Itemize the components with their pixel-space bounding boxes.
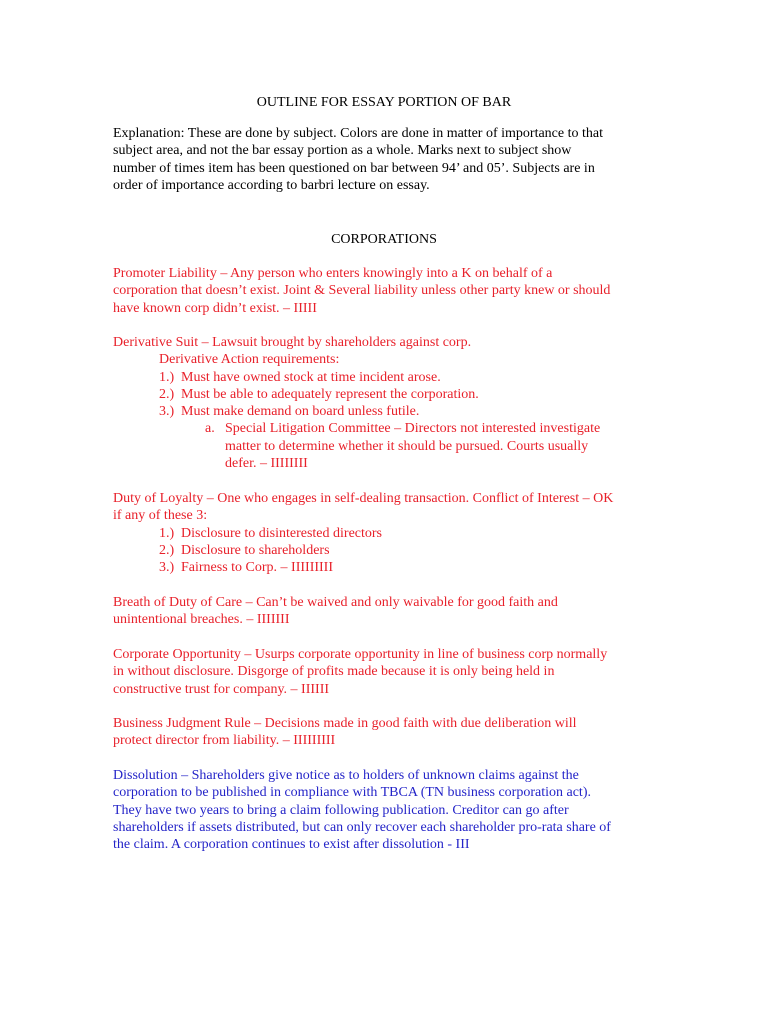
list-item <box>113 559 658 576</box>
paragraph-line: if any of these 3: <box>113 508 208 524</box>
paragraph-line: Duty of Loyalty – One who engages in self-dealing transaction. Conflict of Interest – OK <box>113 491 614 506</box>
list-item <box>113 542 658 559</box>
paragraph-line: shareholders if assets distributed, but can only recover each shareholder pro-rata share of <box>113 819 611 835</box>
paragraph-line: protect director from liability. – IIIIIIIII <box>113 733 336 749</box>
list-item <box>113 369 658 386</box>
paragraph-line: Breath of Duty of Care – Can’t be waived and only waivable for good faith and <box>113 595 558 610</box>
duty-of-care-paragraph <box>113 594 658 629</box>
list-text: Must have owned stock at time incident arose. <box>181 369 441 385</box>
list-number: 3.) <box>159 404 175 420</box>
list-number: 1.) <box>159 525 175 541</box>
paragraph-line: They have two years to bring a claim following publication. Creditor can go after <box>113 802 569 818</box>
sub-list-continuation: matter to determine whether it should be pursued. Courts usually <box>225 438 589 454</box>
explanation-line: Explanation: These are done by subject. Colors are done in matter of importance to that <box>113 126 603 141</box>
paragraph-line: Dissolution – Shareholders give notice as to holders of unknown claims against the <box>113 768 579 783</box>
paragraph-line: Promoter Liability – Any person who enters knowingly into a K on behalf of a <box>113 266 553 281</box>
paragraph-line: have known corp didn’t exist. – IIIII <box>113 300 317 316</box>
explanation-line: subject area, and not the bar essay portion as a whole. Marks next to subject show <box>113 143 572 159</box>
section-heading-corporations: CORPORATIONS <box>331 232 437 247</box>
list-text: Must be able to adequately represent the corporation. <box>181 386 479 402</box>
dissolution-paragraph <box>113 767 658 853</box>
list-number: 2.) <box>159 386 175 402</box>
list-text: Disclosure to disinterested directors <box>181 525 383 541</box>
paragraph-line: Derivative Suit – Lawsuit brought by shareholders against corp. <box>113 335 472 350</box>
list-number: 3.) <box>159 560 175 576</box>
sub-list-continuation: defer. – IIIIIIII <box>225 456 308 472</box>
explanation-line: number of times item has been questioned on bar between 94’ and 05’. Subjects are in <box>113 160 595 176</box>
paragraph-line: constructive trust for company. – IIIIII <box>113 681 330 697</box>
list-number: 1.) <box>159 369 175 385</box>
paragraph-line: corporation that doesn’t exist. Joint & Several liability unless other party knew or should <box>113 283 611 299</box>
paragraph-line: the claim. A corporation continues to exist after dissolution - III <box>113 837 470 853</box>
document-title: OUTLINE FOR ESSAY PORTION OF BAR <box>256 95 512 110</box>
derivative-suit-paragraph <box>113 334 658 472</box>
corporate-opportunity-paragraph <box>113 646 658 698</box>
list-item <box>113 403 658 420</box>
list-number: 2.) <box>159 542 175 558</box>
paragraph-line: Corporate Opportunity – Usurps corporate opportunity in line of business corp normally <box>113 647 608 662</box>
paragraph-line: corporation to be published in compliance with TBCA (TN business corporation act). <box>113 785 591 801</box>
promoter-liability-paragraph <box>113 265 658 317</box>
sub-list-item <box>113 420 658 437</box>
list-item <box>113 386 658 403</box>
duty-of-loyalty-paragraph <box>113 490 658 576</box>
list-item <box>113 525 658 542</box>
explanation-paragraph <box>113 125 658 194</box>
list-letter: a. <box>205 421 215 437</box>
paragraph-line: in without disclosure. Disgorge of profits made because it is only being held in <box>113 664 555 680</box>
list-text: Disclosure to shareholders <box>181 542 330 558</box>
list-text: Fairness to Corp. – IIIIIIIII <box>181 560 334 576</box>
paragraph-line: Business Judgment Rule – Decisions made in good faith with due deliberation will <box>113 716 577 731</box>
paragraph-line: unintentional breaches. – IIIIIII <box>113 612 290 628</box>
business-judgment-rule-paragraph <box>113 715 658 750</box>
derivative-requirements-label: Derivative Action requirements: <box>159 352 340 368</box>
explanation-line: order of importance according to barbri lecture on essay. <box>113 177 430 193</box>
list-text: Special Litigation Committee – Directors not interested investigate <box>225 421 601 437</box>
list-text: Must make demand on board unless futile. <box>181 404 420 420</box>
